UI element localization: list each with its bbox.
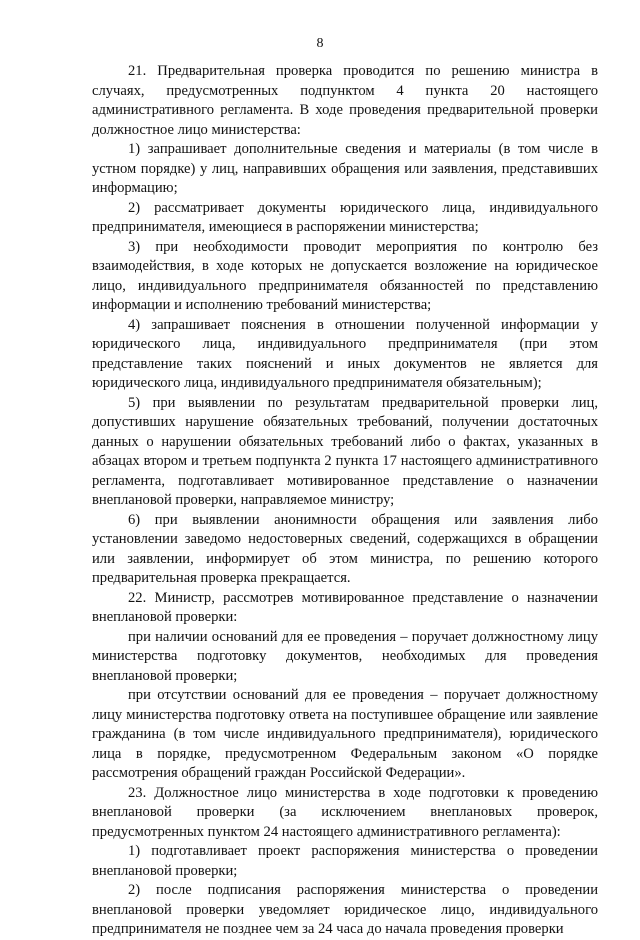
paragraph-21-item-2: 2) рассматривает документы юридического лица, индивидуального предпринимателя, имеющиеся в распоряжении министерства;	[92, 199, 598, 235]
paragraph-22-option-1: при наличии оснований для ее проведения – поручает должностному лицу министерства подготовку документов, необходимых для проведения внеплановой проверки;	[92, 628, 598, 684]
document-body	[92, 62, 598, 940]
page-number: 8	[316, 36, 324, 51]
paragraph-23-item-2: 2) после подписания распоряжения министерства о проведении внеплановой проверки уведомляет юридическое лицо, индивидуального предпринимателя не позднее чем за 24 часа до начала проведения проверки	[92, 882, 598, 937]
paragraph-21-item-3: 3) при необходимости проводит мероприятия по контролю без взаимодействия, в ходе которых не допускается возложение на юридическое лицо, индивидуального предпринимателя обязанностей по представлению информации и исполнению требований министерства;	[92, 238, 598, 313]
paragraph-21-item-5: 5) при выявлении по результатам предварительной проверки лиц, допустивших нарушение обязательных требований, получении достаточных данных о нарушении обязательных требований либо о фактах, указанных в абзацах втором и третьем подпункта 2 пункта 17 настоящего административного регламента, подготавливает мотивированное представление о назначении внеплановой проверки, направляемое министру;	[92, 394, 598, 508]
paragraph-21-item-4: 4) запрашивает пояснения в отношении полученной информации у юридического лица, индивидуального предпринимателя (при этом представление таких пояснений и иных документов не является для юридического лица, индивидуального предпринимателя обязательным);	[92, 316, 598, 391]
paragraph-21-item-1: 1) запрашивает дополнительные сведения и материалы (в том числе в устном порядке) у лиц, направивших обращения или заявления, представивших информацию;	[92, 141, 598, 196]
paragraph-23: 23. Должностное лицо министерства в ходе подготовки к проведению внеплановой проверки (за исключением внеплановых проверок, предусмотренных пунктом 24 настоящего административного регламента):	[92, 784, 598, 840]
paragraph-22: 22. Министр, рассмотрев мотивированное представление о назначении внеплановой проверки:	[92, 589, 598, 625]
paragraph-21-item-6: 6) при выявлении анонимности обращения или заявления либо установлении заведомо недостоверных сведений, содержащихся в обращении или заявлении, информирует об этом министра, по решению которого предварительная проверка прекращается.	[92, 511, 598, 586]
paragraph-22-option-2: при отсутствии оснований для ее проведения – поручает должностному лицу министерства подготовку ответа на поступившее обращение или заявление гражданина (в том числе индивидуального предпринимателя), юридического лица в порядке, предусмотренном Федеральным законом «О порядке рассмотрения обращений граждан Российской Федерации».	[92, 687, 598, 781]
paragraph-23-item-1: 1) подготавливает проект распоряжения министерства о проведении внеплановой проверки;	[92, 843, 598, 879]
paragraph-21: 21. Предварительная проверка проводится по решению министра в случаях, предусмотренных подпунктом 4 пункта 20 настоящего административного регламента. В ходе проведения предварительной проверки должностное лицо министерства:	[92, 63, 598, 138]
